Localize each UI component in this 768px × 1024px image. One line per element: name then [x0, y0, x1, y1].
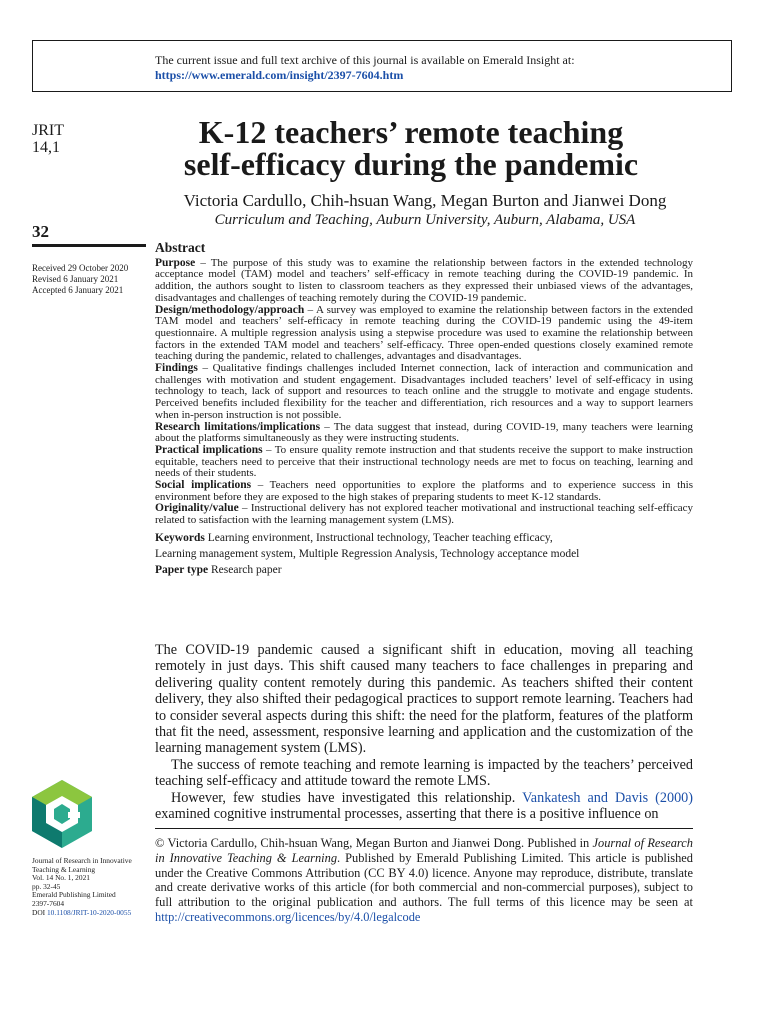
- abstract-practical: [155, 445, 693, 480]
- body-paragraph-1: The COVID-19 pandemic caused a significant shift in education, moving all teaching remotely in just days. This shift caused many teachers to face challenges in preparing and delivering quality content remotely during this pandemic. As teachers shifted their content delivery, they also shifted their pedagogical practices to support remote learning. Teachers had to consider several aspects during this shift: the need for the platform, features of the platform that fit the need, assessment, responsive learning and application and the customization of the learning management system (LMS).: [155, 642, 693, 757]
- citation-line: Teaching & Learning: [32, 864, 96, 874]
- para3-end: examined cognitive instrumental processes, asserting that there is a positive influence on: [155, 806, 659, 823]
- body-paragraph-2: The success of remote teaching and remote learning is impacted by the teachers’ perceived teaching self-efficacy and attitude toward the remote LMS.: [155, 756, 693, 790]
- abstract-research-limitations: [155, 422, 693, 445]
- license-text-1: © Victoria Cardullo, Chih-hsuan Wang, Megan Burton and Jianwei Dong. Published in: [155, 836, 593, 850]
- social-text: – Teachers need opportunities to explore the platforms and to experience success in this environment before they are exposed to the high stakes of preparing students to meet K-12 standards.: [155, 479, 694, 503]
- journal-tag: [32, 122, 64, 156]
- abstract-section: [155, 242, 693, 578]
- abstract-design: [155, 305, 693, 364]
- author-affiliation: Curriculum and Teaching, Auburn University, Auburn, Alabama, USA: [214, 212, 636, 228]
- article-dates: [32, 263, 128, 296]
- design-label: Design/methodology/approach: [155, 303, 305, 316]
- citation-line: Emerald Publishing Limited: [32, 890, 116, 900]
- abstract-findings: [155, 363, 693, 422]
- license-url-link[interactable]: http://creativecommons.org/licences/by/4.0/legalcode: [155, 909, 421, 924]
- abstract-purpose: [155, 258, 693, 305]
- article-title: [146, 116, 676, 180]
- purpose-text: – The purpose of this study was to examine the relationship between factors in the extended technology acceptance model (TAM) model and teachers’ self-efficacy in remote teaching during the COVID-19 pandemic. In addition, the authors sought to listen to classroom teachers as they expressed their unbiased views of the advantages, disadvantages and challenges of teaching remotely during the COVID-19 pandemic.: [155, 256, 693, 304]
- social-label: Social implications: [155, 479, 252, 492]
- doi-link[interactable]: 10.1108/JRIT-10-2020-0055: [46, 907, 132, 917]
- article-body: [155, 642, 693, 822]
- keywords-block: [155, 530, 693, 578]
- body-paragraph-3: [155, 790, 693, 823]
- date-revised: Revised 6 January 2021: [32, 274, 119, 284]
- paper-type: [155, 562, 693, 578]
- findings-label: Findings: [155, 362, 198, 375]
- abstract-social: [155, 480, 693, 503]
- license-journal-name: Journal of Research in Innovative Teaching & Learning: [155, 836, 693, 865]
- originality-label: Originality/value: [155, 502, 239, 515]
- paper-type-label: Paper type: [155, 563, 209, 576]
- research-text: – The data suggest that instead, during COVID-19, many teachers were learning about the platforms simultaneously as they were instructing students.: [155, 420, 693, 445]
- license-text-2: . Published by Emerald Publishing Limited. This article is published under the Creative Commons Attribution (CC BY 4.0) licence. Anyone may reproduce, distribute, translate and create derivative works of this article (for both commercial and non-commercial purposes), subject to full attribution to the original publication and authors. The full terms of this licence may be seen at: [155, 850, 694, 910]
- keywords-line-1: [155, 530, 693, 546]
- title-line-1: K-12 teachers’ remote teaching: [198, 114, 624, 150]
- purpose-label: Purpose: [155, 256, 196, 269]
- design-text: – A survey was employed to examine the relationship between factors in the extended TAM model and teachers’ self-efficacy in remote teaching during the COVID-19 pandemic using the 49-item questionnaire. A multiple regression analysis using a stepwise procedure was used to examine the relationship between factors in the extended TAM model and teachers’ self-efficacy. Three open-ended questions closely examined remote teaching during the pandemic, related to challenges, advantages and disadvantages.: [155, 303, 693, 363]
- journal-citation: [32, 857, 152, 917]
- doi-label: DOI: [32, 907, 47, 917]
- creative-commons-style-logo-icon: [30, 778, 94, 850]
- title-line-2: self-efficacy during the pandemic: [183, 146, 639, 182]
- citation-line: Journal of Research in Innovative: [32, 856, 132, 865]
- license-footnote: [155, 836, 693, 925]
- footnote-rule: [155, 828, 693, 829]
- research-label: Research limitations/implications: [155, 420, 321, 433]
- page-number: 32: [32, 222, 49, 241]
- para3-start: However, few studies have investigated this relationship.: [171, 789, 523, 806]
- keywords-text-2: Learning management system, Multiple Regression Analysis, Technology acceptance model: [155, 547, 580, 560]
- page-number-rule: [32, 244, 146, 247]
- archive-notice: The current issue and full text archive of this journal is available on Emerald Insight at:: [155, 53, 575, 67]
- originality-text: – Instructional delivery has not explored teacher motivational and instructional teaching self-efficacy related to satisfaction with the learning management system (LMS).: [155, 502, 693, 527]
- journal-abbrev: JRIT: [32, 122, 64, 139]
- keywords-label: Keywords: [155, 531, 205, 544]
- citation-link-vankatesh[interactable]: Vankatesh and Davis (2000): [522, 789, 693, 806]
- citation-line: Vol. 14 No. 1, 2021: [32, 873, 90, 883]
- citation-line: 2397-7604: [32, 898, 65, 908]
- abstract-originality: [155, 503, 693, 526]
- date-accepted: Accepted 6 January 2021: [32, 285, 124, 295]
- doi-line: [32, 909, 152, 918]
- keywords-text-1: Learning environment, Instructional technology, Teacher teaching efficacy,: [204, 531, 553, 544]
- volume-issue: 14,1: [32, 139, 60, 156]
- citation-line: pp. 32-45: [32, 881, 61, 891]
- paper-type-value: Research paper: [208, 563, 282, 576]
- journal-archive-box: [32, 40, 732, 92]
- author-list: Victoria Cardullo, Chih-hsuan Wang, Megan Burton and Jianwei Dong: [183, 191, 667, 210]
- practical-label: Practical implications: [155, 443, 263, 456]
- abstract-heading: Abstract: [155, 240, 206, 255]
- journal-url-link[interactable]: https://www.emerald.com/insight/2397-7604.htm: [155, 68, 404, 82]
- practical-text: – To ensure quality remote instruction and that students receive the support to make instruction equitable, teachers need to perceive that their instructional technology needs are met to focus on teaching, learning and needs of their students.: [155, 443, 693, 480]
- findings-text: – Qualitative findings challenges included Internet connection, lack of interaction and communication and challenges with motivation and student engagement. Disadvantages included teachers’ level of self-efficacy in using technology to teach, lack of support and resources to teach online and the struggle to motivate and engage students. Perceived benefits included flexibility for the teacher and differentiation, rich resources and a way to support learners when in-person instruction is not possible.: [155, 362, 693, 421]
- date-received: Received 29 October 2020: [32, 263, 129, 273]
